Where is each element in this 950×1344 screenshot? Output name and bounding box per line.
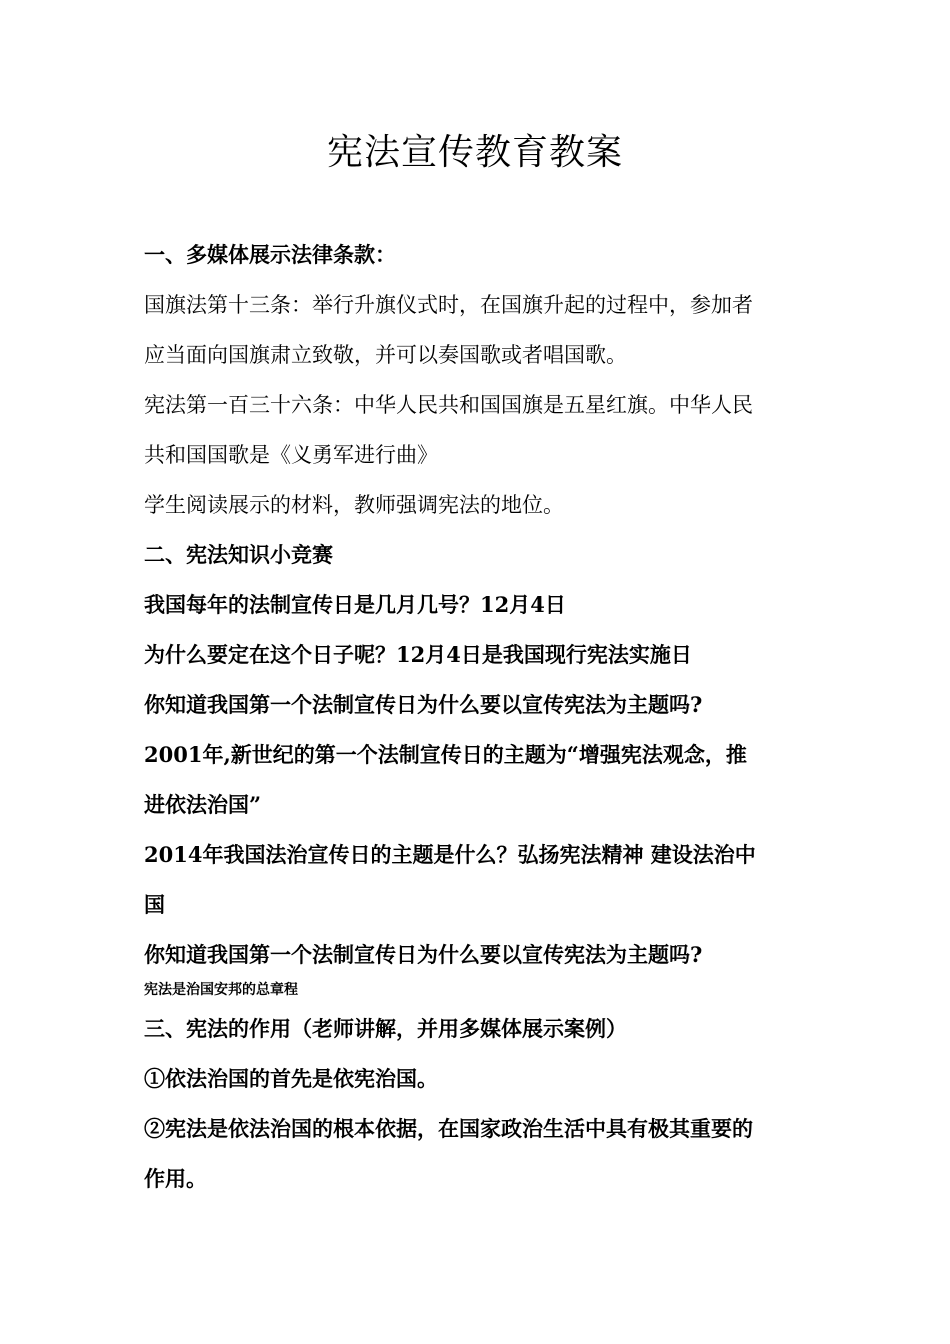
quiz-line: 2014年我国法治宣传日的主题是什么？弘扬宪法精神 建设法治中 bbox=[144, 842, 756, 867]
quiz-line: 国 bbox=[144, 892, 165, 917]
point-line: ②宪法是依法治国的根本依据，在国家政治生活中具有极其重要的 bbox=[144, 1116, 753, 1141]
quiz-line: 你知道我国第一个法制宣传日为什么要以宣传宪法为主题吗? bbox=[144, 692, 703, 717]
small-note: 宪法是治国安邦的总章程 bbox=[144, 982, 298, 998]
section-heading-1: 一、多媒体展示法律条款： bbox=[144, 242, 396, 267]
quiz-line: 为什么要定在这个日子呢？12月4日是我国现行宪法实施日 bbox=[144, 642, 692, 667]
document-body bbox=[144, 230, 809, 1204]
quiz-line: 2001年,新世纪的第一个法制宣传日的主题为“增强宪法观念，推 bbox=[144, 742, 747, 767]
section-heading-3: 三、宪法的作用（老师讲解，并用多媒体展示案例） bbox=[144, 1016, 627, 1041]
paragraph: 学生阅读展示的材料，教师强调宪法的地位。 bbox=[144, 493, 564, 517]
paragraph: 宪法第一百三十六条：中华人民共和国国旗是五星红旗。中华人民 bbox=[144, 393, 753, 417]
quiz-line: 进依法治国” bbox=[144, 792, 262, 817]
point-line: ①依法治国的首先是依宪治国。 bbox=[144, 1066, 438, 1091]
point-line: 作用。 bbox=[144, 1166, 207, 1191]
paragraph: 应当面向国旗肃立致敬，并可以奏国歌或者唱国歌。 bbox=[144, 343, 627, 367]
section-heading-2: 二、宪法知识小竞赛 bbox=[144, 542, 333, 567]
paragraph: 国旗法第十三条：举行升旗仪式时，在国旗升起的过程中，参加者 bbox=[144, 293, 753, 317]
quiz-line: 你知道我国第一个法制宣传日为什么要以宣传宪法为主题吗? bbox=[144, 942, 703, 967]
paragraph: 共和国国歌是《义勇军进行曲》 bbox=[144, 443, 438, 467]
quiz-line: 我国每年的法制宣传日是几月几号？12月4日 bbox=[144, 592, 566, 617]
document-title: 宪法宣传教育教案 bbox=[326, 132, 623, 173]
